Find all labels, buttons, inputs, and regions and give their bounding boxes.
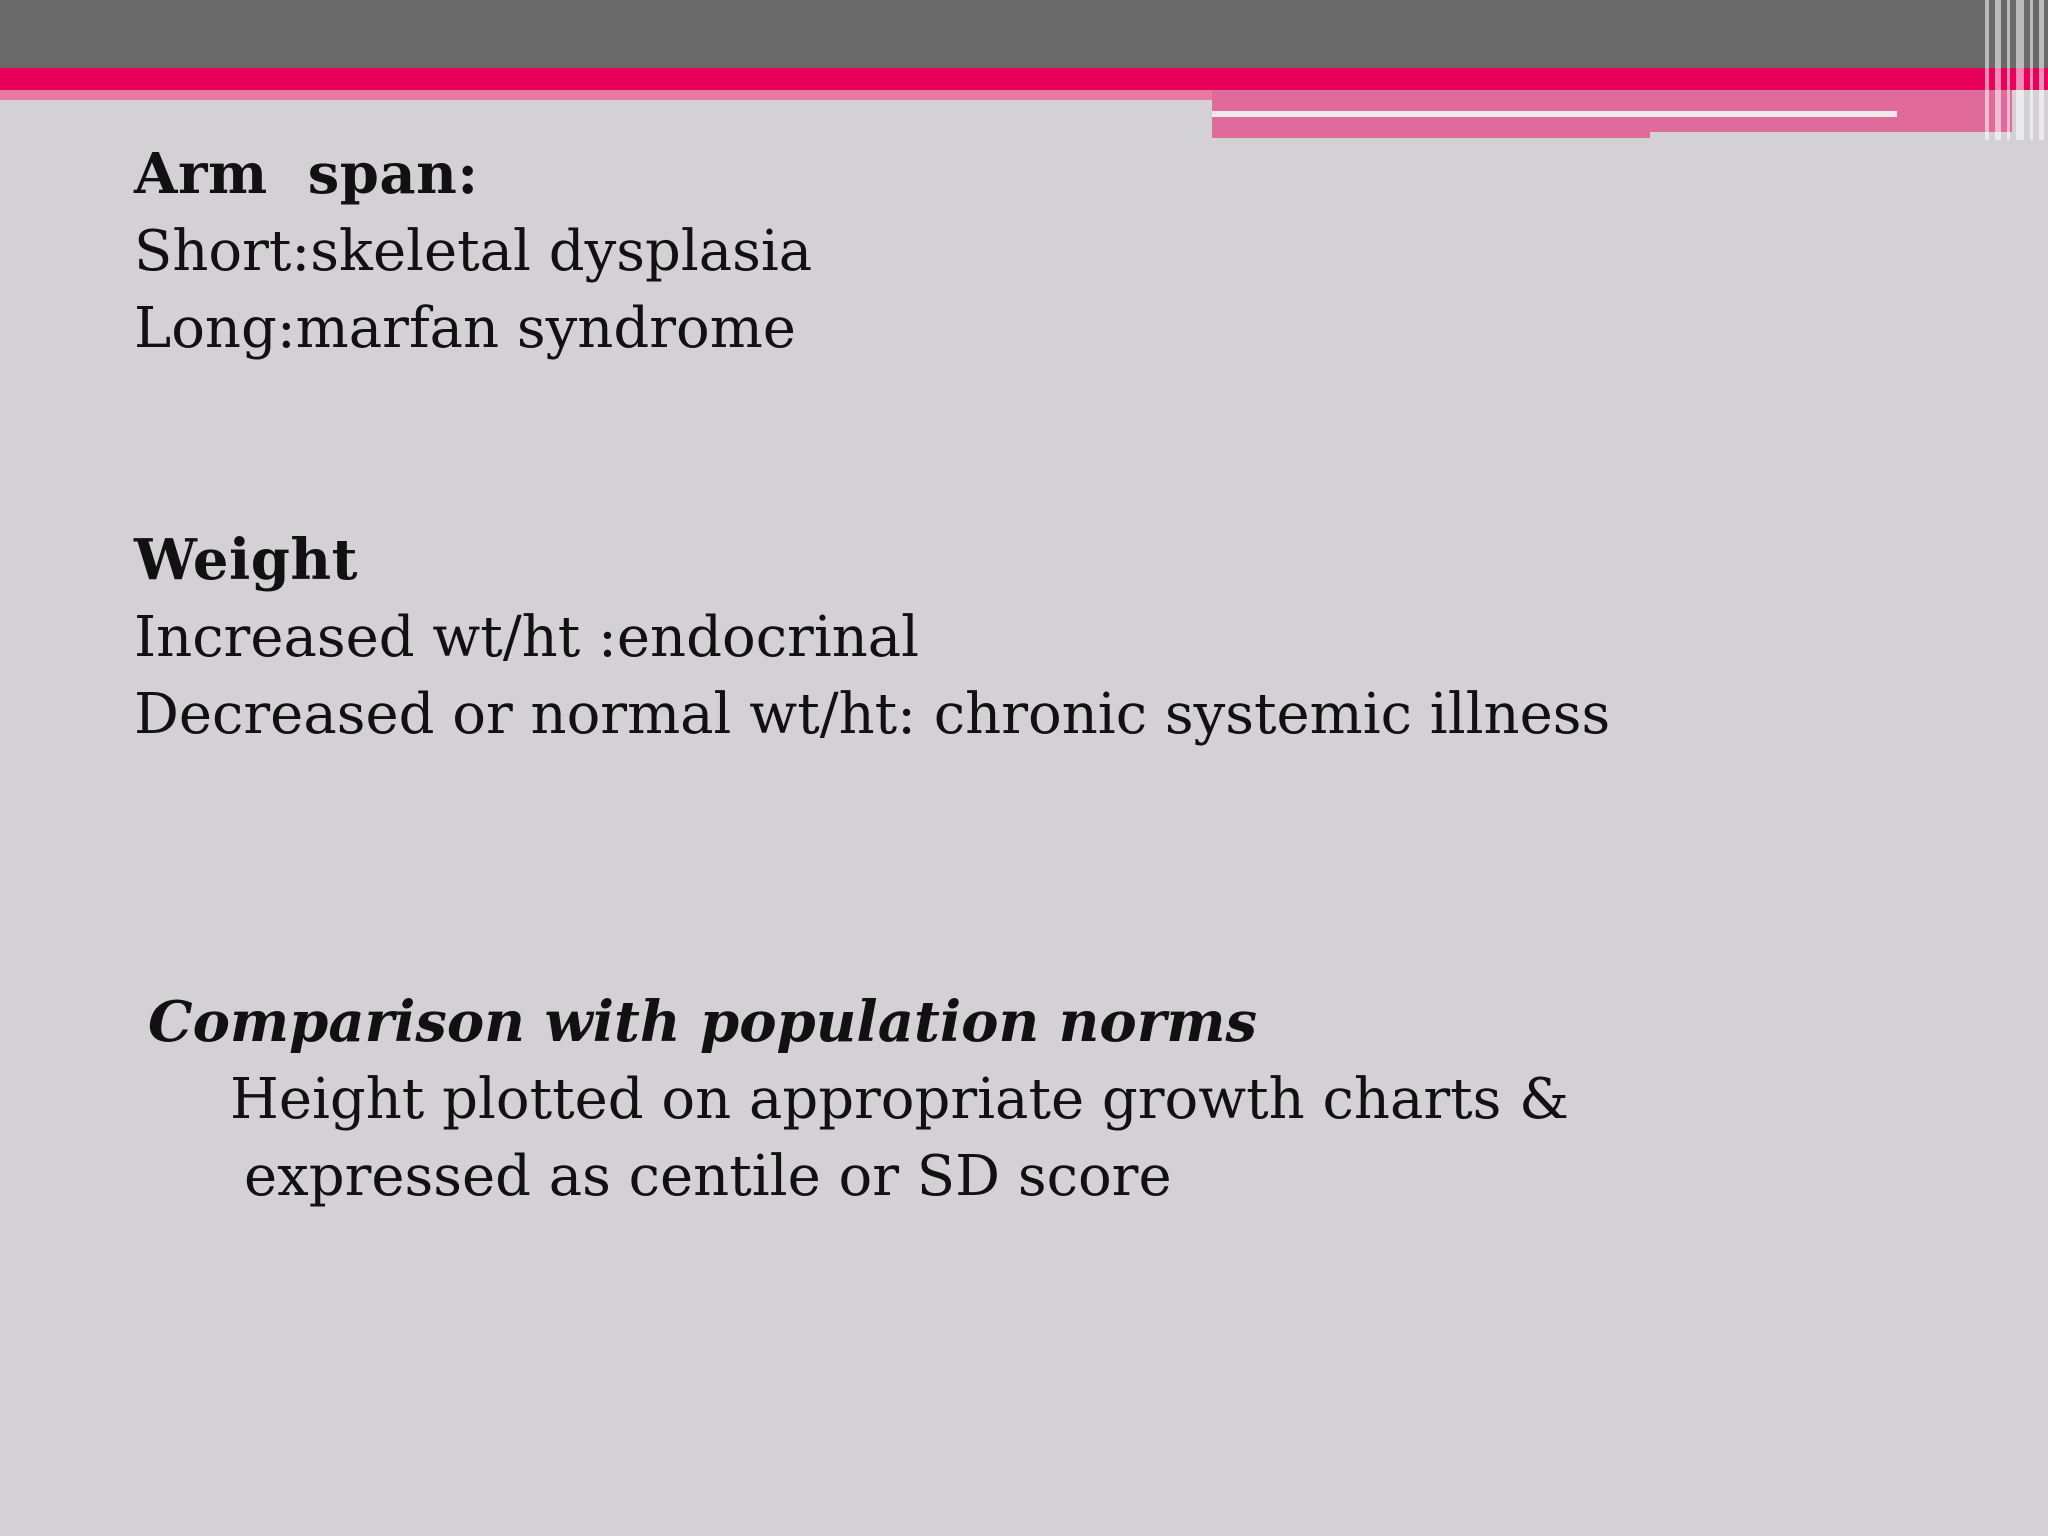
weight-section bbox=[134, 522, 1610, 753]
arm-span-long-line: Long:marfan syndrome bbox=[134, 296, 796, 361]
comparison-line-2: expressed as centile or SD score bbox=[244, 1144, 1172, 1209]
arm-span-heading: Arm span: bbox=[134, 141, 479, 207]
weight-decreased-line: Decreased or normal wt/ht: chronic systemic illness bbox=[134, 682, 1611, 747]
slide-accent-strip-cut bbox=[1650, 132, 2030, 140]
arm-span-short-line: Short:skeletal dysplasia bbox=[134, 219, 813, 284]
weight-increased-line: Increased wt/ht :endocrinal bbox=[134, 605, 920, 670]
weight-heading: Weight bbox=[134, 527, 358, 593]
slide-accent-strip-highlight bbox=[1212, 111, 1897, 117]
comparison-body bbox=[230, 1061, 1569, 1215]
slide-accent-band bbox=[0, 68, 2048, 90]
slide-accent-band-light bbox=[0, 90, 1212, 100]
slide-top-bar bbox=[0, 0, 2048, 68]
slide-decorative-lines bbox=[1985, 0, 2048, 140]
comparison-heading: Comparison with population norms bbox=[148, 989, 1258, 1055]
comparison-section bbox=[148, 984, 1257, 1061]
arm-span-section bbox=[134, 136, 812, 367]
comparison-line-1: Height plotted on appropriate growth charts & bbox=[230, 1067, 1569, 1132]
